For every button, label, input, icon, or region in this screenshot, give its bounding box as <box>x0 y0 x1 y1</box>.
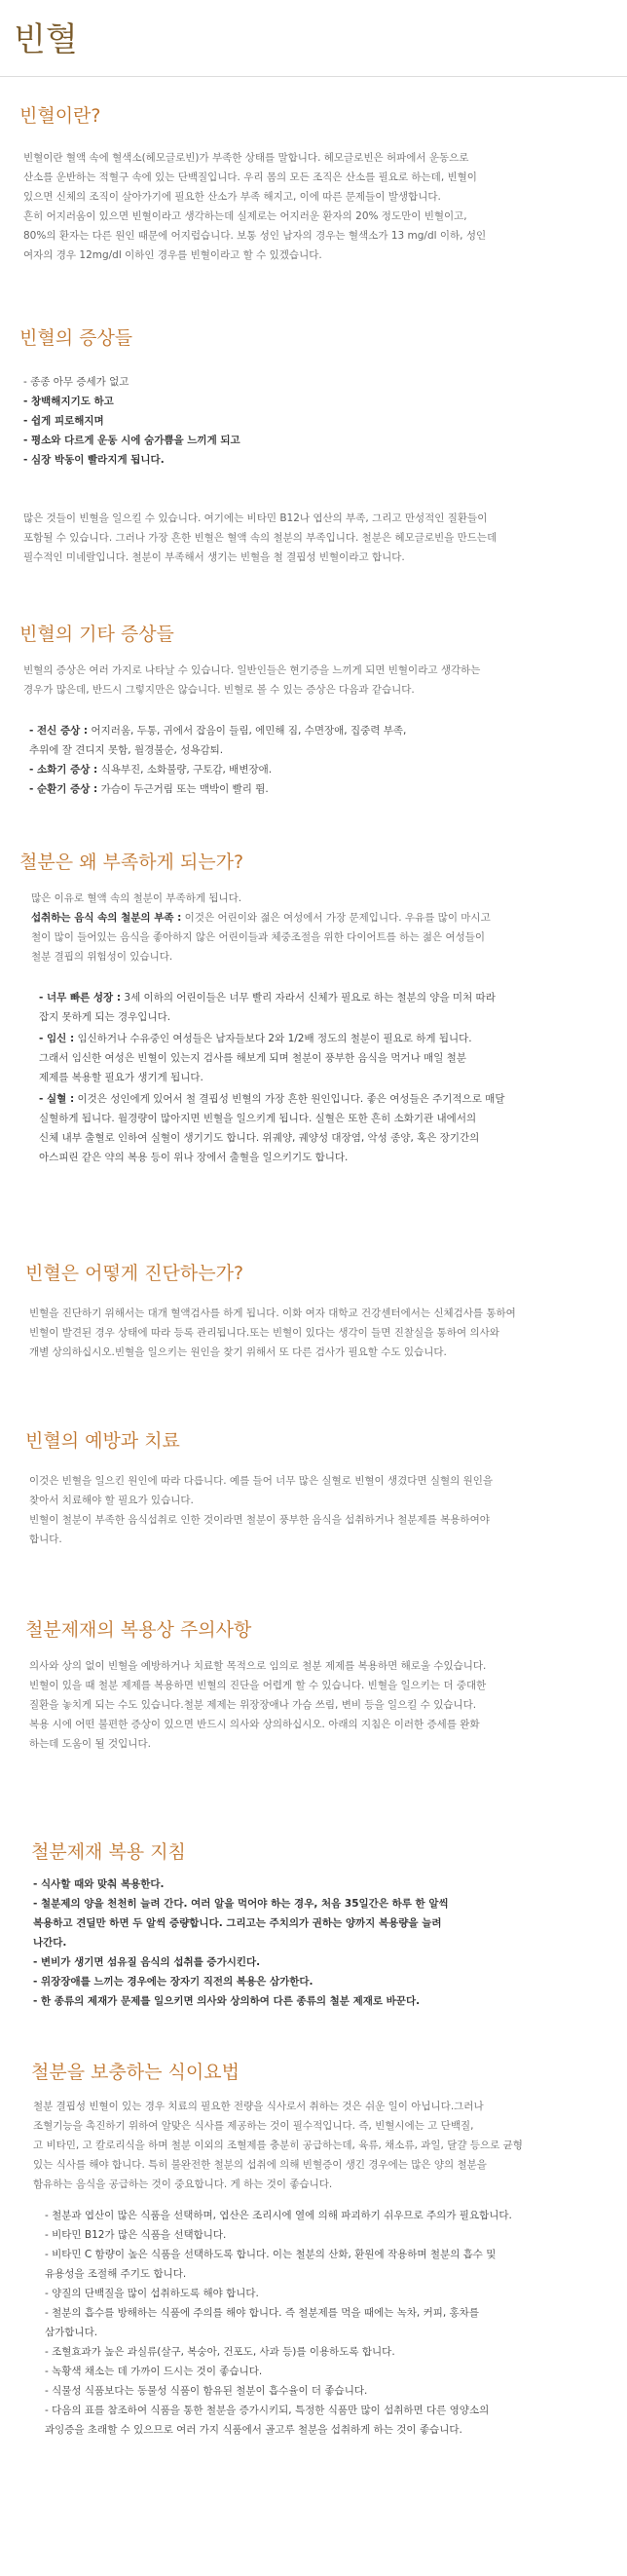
other-symptom-list <box>19 721 608 799</box>
list-item <box>39 1029 608 1087</box>
section-heading: 빈혈의 예방과 치료 <box>25 1430 180 1452</box>
paragraph-lead: 섭취하는 음식 속의 철분의 부족 : <box>31 912 182 924</box>
list-item: - 쉽게 피로해지며 <box>23 415 104 427</box>
list-item: - 평소와 다르게 운동 시에 숨가쁨을 느끼게 되고 <box>23 435 240 446</box>
item-text: 가슴이 두근거림 또는 맥박이 빨리 뜀. <box>97 783 269 795</box>
section-iron-supplement-cautions <box>25 1617 608 1754</box>
symptom-list <box>19 372 608 470</box>
section-paragraph: 의사와 상의 없이 빈혈을 예방하거나 치료할 목적으로 임의로 철분 제제를 복용하면 해로울 수있습니다. 빈혈이 있을 때 철분 제제를 복용하면 빈혈의 진단을 어렵게 할 수 있습니다. 빈혈을 일으키는 더 중대한 질환을 놓치게 되는 수도 있습니다.철분 제제는 위장장애나 가슴 쓰림, 변비 등을 일으킬 수 있습니다. 복용 시에 어떤 불편한 증상이 있으면 반드시 의사와 상의하십시오. 아래의 지침은 이러한 증세를 완화 하는데 도움이 될 것입니다. <box>29 1660 487 1750</box>
list-item: - 종종 아무 증세가 없고 <box>23 376 129 388</box>
section-symptoms <box>19 325 608 567</box>
list-item: - 한 종류의 제재가 문제를 일으키면 의사와 상의하여 다른 종류의 철분 제재로 바꾼다. <box>33 1995 421 2007</box>
list-item: - 변비가 생기면 섬유질 음식의 섭취를 증가시킨다. <box>33 1956 261 1968</box>
guideline-list <box>31 1875 608 2011</box>
paragraph-text: 이것은 어린이와 젊은 여성에서 가장 문제입니다. 우유를 많이 마시고 철이 많이 들어있는 음식을 좋아하지 않은 어린이들과 체중조절을 위한 다이어트를 하는 젊은 여성들이 철분 결핍의 위험성이 있습니다. <box>31 912 491 963</box>
list-item: - 다음의 표를 참조하여 식품을 통한 철분을 증가시키되, 특정한 식품만 많이 섭취하면 다른 영양소의 과잉증을 초래할 수 있으므로 여러 가지 식품에서 골고루 철분을 섭취하게 하는 것이 좋습니다. <box>45 2405 490 2436</box>
section-paragraph: 빈혈이란 혈액 속에 혈색소(헤모글로빈)가 부족한 상태를 말합니다. 헤모글로빈은 허파에서 운동으로 산소를 운반하는 적혈구 속에 있는 단백질입니다. 우리 몸의 모든 조직은 산소를 필요로 하는데, 빈혈이 있으면 신체의 조직이 살아가기에 필요한 산소가 부족 해지고, 이에 따른 문제들이 발생합니다. 흔히 어지러움이 있으면 빈혈이라고 생각하는데 실제로는 어지러운 환자의 20% 정도만이 빈혈이고, 80%의 환자는 다른 원인 때문에 어지럽습니다. 보통 성인 남자의 경우는 혈색소가 13 mg/dl 이하, 성인 여자의 경우 12mg/dl 이하인 경우를 빈혈이라고 할 수 있겠습니다. <box>23 152 487 261</box>
list-item: - 식사할 때와 맞춰 복용한다. <box>33 1878 165 1890</box>
list-item: - 비타민 B12가 많은 식품을 선택합니다. <box>45 2229 227 2241</box>
item-text: 어지러움, 두통, 귀에서 잡음이 들림, 에민해 짐, 수면장애, 집중력 부족, 추위에 잘 견디지 못함, 월경불순, 성욕감퇴. <box>29 725 407 756</box>
item-text: 3세 이하의 어린이들은 너무 빨리 자라서 신체가 필요로 하는 철분의 양을 미처 따라 잡지 못하게 되는 경우입니다. <box>39 992 496 1023</box>
section-heading: 철분은 왜 부족하게 되는가? <box>19 852 244 873</box>
list-item: - 녹황색 채소는 데 가까이 드시는 것이 좋습니다. <box>45 2366 263 2377</box>
section-what-is-anemia <box>19 103 608 265</box>
section-paragraph <box>19 908 608 966</box>
list-item: - 철분과 엽산이 많은 식품을 선택하며, 엽산은 조리시에 열에 의해 파괴하기 쉬우므로 주의가 필요합니다. <box>45 2210 512 2221</box>
section-intro: 많은 이유로 혈액 속의 철분이 부족하게 됩니다. <box>31 892 242 904</box>
item-text: 임신하거나 수유중인 여성들은 남자들보다 2와 1/2배 정도의 철분이 필요로 하게 됩니다. 그래서 임신한 여성은 빈혈이 있는지 검사를 해보게 되며 철분이 풍부한 음식을 먹거나 매일 철분 제제를 복용할 필요가 생기게 됩니다. <box>39 1033 472 1083</box>
list-item: - 식물성 식품보다는 동물성 식품이 함유된 철분이 흡수율이 더 좋습니다. <box>45 2385 368 2397</box>
list-item: - 철분제의 양을 천천히 늘려 간다. 여러 알을 먹어야 하는 경우, 처음 35일간은 하루 한 알씩 복용하고 견딜만 하면 두 알씩 증량합니다. 그리고는 주치의가 권하는 양까지 복용량을 늘려 나간다. <box>33 1898 449 1949</box>
list-item: - 심장 박동이 빨라지게 됩니다. <box>23 454 165 466</box>
section-paragraph: 빈혈을 진단하기 위해서는 대개 혈액검사를 하게 됩니다. 이화 여자 대학교 건강센터에서는 신체검사를 통하여 빈혈이 발견된 경우 상태에 따라 등록 관리됩니다.또는 빈혈이 있다는 생각이 들면 진찰실을 통하여 의사와 개별 상의하십시오.빈혈을 일으키는 원인을 찾기 위해서 또 다른 검사가 필요할 수도 있습니다. <box>29 1307 516 1358</box>
section-prevention-treatment <box>25 1428 608 1549</box>
list-item <box>29 779 608 799</box>
section-diagnosis <box>25 1261 608 1362</box>
section-heading: 철분제재 복용 지침 <box>31 1841 186 1863</box>
section-iron-deficiency-causes <box>19 850 608 1167</box>
section-heading: 철분을 보충하는 식이요법 <box>31 2062 240 2083</box>
section-heading: 철분제재의 복용상 주의사항 <box>25 1619 252 1641</box>
list-item: - 철분의 흡수를 방해하는 식품에 주의를 해야 합니다. 즉 철분제를 먹을 때에는 녹차, 커피, 홍차를 삼가합니다. <box>45 2307 479 2338</box>
item-lead: - 실혈 : <box>39 1093 75 1105</box>
section-heading: 빈혈의 증상들 <box>19 327 133 349</box>
section-iron-supplement-guidelines <box>31 1839 608 2011</box>
list-item <box>39 1089 608 1167</box>
page-title: 빈혈 <box>14 20 78 59</box>
list-item <box>29 721 608 760</box>
cause-list <box>19 988 608 1167</box>
section-heading: 빈혈이란? <box>19 105 101 127</box>
list-item: - 비타민 C 함량이 높은 식품을 선택하도록 합니다. 이는 철분의 산화, 환원에 작용하며 철분의 흡수 및 유용성을 조절해 주기도 합니다. <box>45 2249 497 2280</box>
item-lead: - 순환기 증상 : <box>29 783 98 795</box>
section-heading: 빈혈의 기타 증상들 <box>19 624 174 645</box>
list-item: - 양질의 단백질을 많이 섭취하도록 해야 합니다. <box>45 2288 259 2299</box>
item-text: 식욕부진, 소화불량, 구토감, 배변장애. <box>97 764 273 776</box>
title-divider <box>0 76 627 77</box>
diet-list <box>31 2206 608 2440</box>
list-item <box>39 988 608 1027</box>
section-paragraph: 철분 결핍성 빈혈이 있는 경우 치료의 필요한 전량을 식사로서 취하는 것은 쉬운 일이 아닙니다.그러나 조혈기능을 촉진하기 위하여 알맞은 식사를 제공하는 것이 필수적입니다. 즉, 빈혈시에는 고 단백질, 고 비타민, 고 칼로리식을 하며 철분 이외의 조혈제를 충분히 공급하는데, 육류, 채소류, 과일, 달걀 등으로 균형 있는 식사를 해야 합니다. 특히 불완전한 철분의 섭취에 의해 빈혈증이 생긴 경우에는 많은 양의 철분을 함유하는 음식을 공급하는 것이 중요합니다. 게 하는 것이 좋습니다. <box>33 2101 523 2190</box>
list-item: - 위장장애를 느끼는 경우에는 장자기 직전의 복용은 삼가한다. <box>33 1976 314 1988</box>
section-other-symptoms <box>19 622 608 799</box>
section-paragraph: 이것은 빈혈을 일으킨 원인에 따라 다릅니다. 예를 들어 너무 많은 실혈로 빈혈이 생겼다면 실혈의 원인을 찾아서 치료해야 할 필요가 있습니다. 빈혈이 철분이 부족한 음식섭취로 인한 것이라면 철분이 풍부한 음식을 섭취하거나 철분제를 복용하여야 합니다. <box>29 1475 494 1545</box>
item-lead: - 소화기 증상 : <box>29 764 98 776</box>
item-lead: - 임신 : <box>39 1033 75 1044</box>
section-iron-diet <box>31 2060 608 2440</box>
list-item: - 창백해지기도 하고 <box>23 396 114 407</box>
item-lead: - 전신 증상 : <box>29 725 89 737</box>
section-paragraph: 빈혈의 증상은 여러 가지로 나타날 수 있습니다. 일반인들은 현기증을 느끼게 되면 빈혈이라고 생각하는 경우가 많은데, 반드시 그렇지만은 않습니다. 빈혈로 볼 수 있는 증상은 다음과 같습니다. <box>23 664 481 696</box>
section-heading: 빈혈은 어떻게 진단하는가? <box>25 1263 244 1284</box>
list-item <box>29 760 608 779</box>
section-paragraph: 많은 것들이 빈혈을 일으킬 수 있습니다. 여기에는 비타민 B12나 엽산의 부족, 그리고 만성적인 질환들이 포함될 수 있습니다. 그러나 가장 흔한 빈혈은 혈액 속의 철분의 부족입니다. 철분은 헤모글로빈을 만드는데 필수적인 미네랄입니다. 철분이 부족해서 생기는 빈혈을 철 결핍성 빈혈이라고 합니다. <box>23 512 498 563</box>
item-text: 이것은 성인에게 있어서 철 결핍성 빈혈의 가장 흔한 원인입니다. 좋은 여성들은 주기적으로 매달 실혈하게 됩니다. 월경량이 많아지면 빈혈을 일으키게 됩니다. 실혈은 또한 흔히 소화기관 내에서의 신체 내부 출혈로 인하여 실혈이 생기기도 합니다. 위궤양, 궤양성 대장염, 악성 종양, 혹은 장기간의 아스피린 같은 약의 복용 등이 위나 장에서 출혈을 일으키기도 합니다. <box>39 1093 505 1163</box>
item-lead: - 너무 빠른 성장 : <box>39 992 122 1004</box>
list-item: - 조혈효과가 높은 과실류(살구, 복숭아, 건포도, 사과 등)를 이용하도록 합니다. <box>45 2346 395 2358</box>
